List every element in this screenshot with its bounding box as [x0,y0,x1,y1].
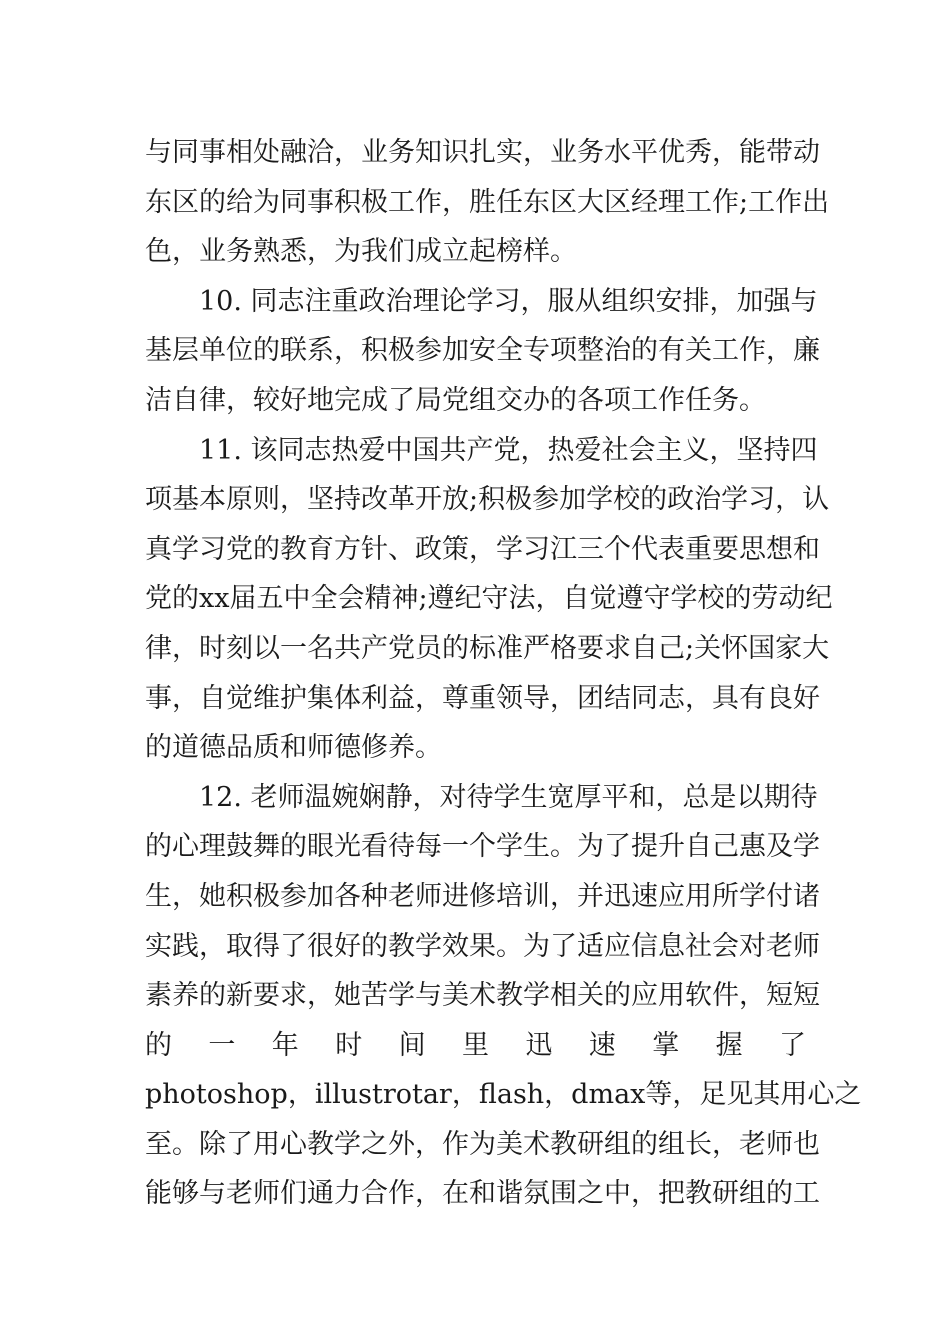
paragraph-9-tail [145,128,830,277]
text-line: 基层单位的联系，积极参加安全专项整治的有关工作，廉 [145,335,820,367]
paragraph-12 [145,773,862,1219]
text-line: photoshop，illustrotar，flash，dmax等，足见其用心之 [145,1079,862,1111]
text-line: 实践，取得了很好的教学效果。为了适应信息社会对老师 [145,930,820,962]
text-line: 真学习党的教育方针、政策，学习江三个代表重要思想和 [145,533,820,565]
text-line: 色，业务熟悉，为我们成立起榜样。 [145,236,577,268]
text-line: 生，她积极参加各种老师进修培训，并迅速应用所学付诸 [145,880,820,912]
text-line: 的 一 年 时 间 里 迅 速 掌 握 了 [145,1029,806,1061]
text-line: 素养的新要求，她苦学与美术教学相关的应用软件，短短 [145,980,820,1012]
text-line: 项基本原则，坚持改革开放;积极参加学校的政治学习，认 [145,484,830,516]
text-line: 的道德品质和师德修养。 [145,732,442,764]
text-line: 的心理鼓舞的眼光看待每一个学生。为了提升自己惠及学 [145,831,820,863]
text-line: 洁自律，较好地完成了局党组交办的各项工作任务。 [145,384,766,416]
paragraph-10 [145,277,820,426]
paragraph-11 [145,426,833,773]
text-line: 12. 老师温婉娴静，对待学生宽厚平和，总是以期待 [199,781,818,813]
text-line: 律，时刻以一名共产党员的标准严格要求自己;关怀国家大 [145,632,830,664]
text-line: 东区的给为同事积极工作，胜任东区大区经理工作;工作出 [145,186,830,218]
text-line: 至。除了用心教学之外，作为美术教研组的组长，老师也 [145,1128,820,1160]
text-line: 与同事相处融洽，业务知识扎实，业务水平优秀，能带动 [145,137,820,168]
text-line: 党的xx届五中全会精神;遵纪守法，自觉遵守学校的劳动纪 [145,583,833,615]
text-line: 事，自觉维护集体利益，尊重领导，团结同志，具有良好 [145,682,820,714]
text-line: 10. 同志注重政治理论学习，服从组织安排，加强与 [199,285,818,317]
text-line: 能够与老师们通力合作，在和谐氛围之中，把教研组的工 [145,1178,820,1210]
document-body [145,128,862,1219]
text-line: 11. 该同志热爱中国共产党，热爱社会主义，坚持四 [199,434,818,466]
